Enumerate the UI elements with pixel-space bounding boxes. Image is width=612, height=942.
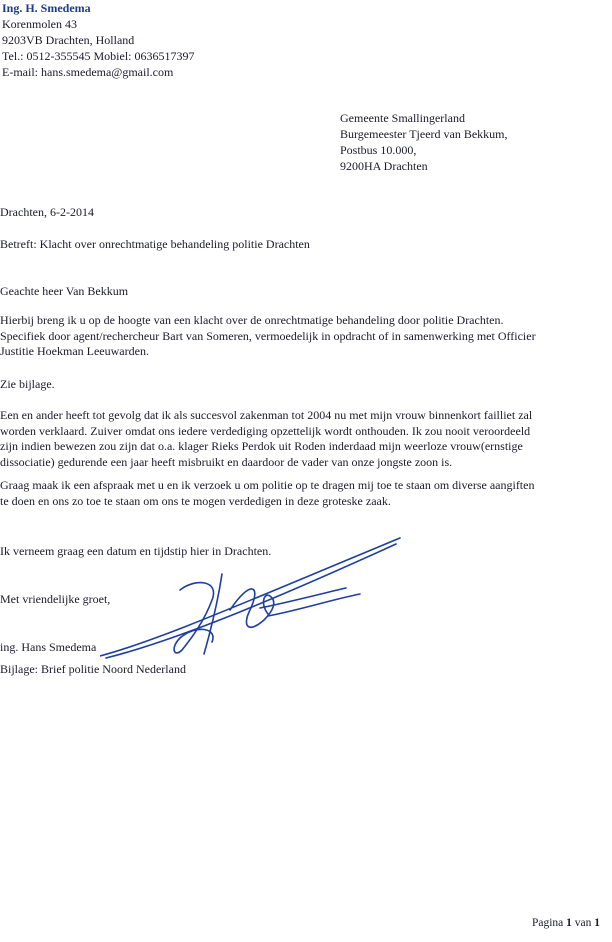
paragraph-line: Een en ander heeft tot gevolg dat ik als succesvol zakenman tot 2004 nu met mijn vrouw binnenkort failliet zal: [0, 408, 533, 422]
letter-date: Drachten, 6-2-2014: [0, 205, 94, 219]
sender-name: Ing. H. Smedema: [2, 1, 91, 15]
letter-salutation: Geachte heer Van Bekkum: [0, 284, 129, 298]
paragraph-line: Justitie Hoekman Leeuwarden.: [0, 344, 149, 358]
signoff-name: ing. Hans Smedema: [0, 640, 97, 654]
recipient-line-1: Gemeente Smallingerland: [340, 111, 465, 125]
page-total: 1: [594, 917, 600, 929]
page-of-label: van: [571, 917, 595, 929]
handwritten-signature: [100, 530, 420, 690]
sender-phone: Tel.: 0512-355545 Mobiel: 0636517397: [2, 49, 195, 63]
recipient-line-2: Burgemeester Tjeerd van Bekkum,: [340, 127, 508, 141]
paragraph-line: zijn indien bewezen zou zijn dat o.a. klager Rieks Perdok uit Roden inderdaad mijn weerloze vrouw(ernstige: [0, 439, 523, 453]
paragraph-line: worden verklaard. Zuiver omdat ons iedere verdediging opzettelijk wordt onthouden. Ik zou nooit veroordeeld: [0, 423, 531, 438]
paragraph-line: Hierbij breng ik u op de hoogte van een klacht over de onrechtmatige behandeling door politie Drachten.: [0, 313, 504, 327]
paragraph-line: te doen en ons zo toe te staan om ons te mogen verdedigen in deze groteske zaak.: [0, 493, 391, 508]
paragraph-date-request: Ik verneem graag een datum en tijdstip hier in Drachten.: [0, 544, 272, 558]
sender-city: 9203VB Drachten, Holland: [2, 33, 135, 47]
page-label: Pagina: [531, 917, 567, 929]
paragraph-line: Graag maak ik een afspraak met u en ik verzoek u om politie op te dragen mij toe te staan om diverse aangiften: [0, 478, 535, 492]
page-number-footer: [532, 917, 600, 929]
paragraph-request: [0, 478, 590, 509]
paragraph-line: dissociatie) gedurende een jaar heeft misbruikt en daardoor de vader van onze jongste zoon is.: [0, 454, 453, 469]
sender-email: E-mail: hans.smedema@gmail.com: [2, 65, 174, 79]
letter-subject: Betreft: Klacht over onrechtmatige behandeling politie Drachten: [0, 237, 310, 251]
paragraph-complaint: [0, 313, 590, 360]
page-current: 1: [566, 917, 572, 929]
signoff-attachment: Bijlage: Brief politie Noord Nederland: [0, 662, 186, 676]
paragraph-line: Specifiek door agent/rechercheur Bart van Someren, vermoedelijk in opdracht of in samenwerking met Officier: [0, 328, 536, 343]
recipient-line-3: Postbus 10.000,: [340, 143, 417, 157]
paragraph-see-attachment: Zie bijlage.: [0, 377, 55, 391]
recipient-line-4: 9200HA Drachten: [340, 159, 428, 173]
letter-closing: Met vriendelijke groet,: [0, 592, 111, 606]
paragraph-consequences: [0, 408, 590, 470]
sender-street: Korenmolen 43: [2, 17, 77, 31]
